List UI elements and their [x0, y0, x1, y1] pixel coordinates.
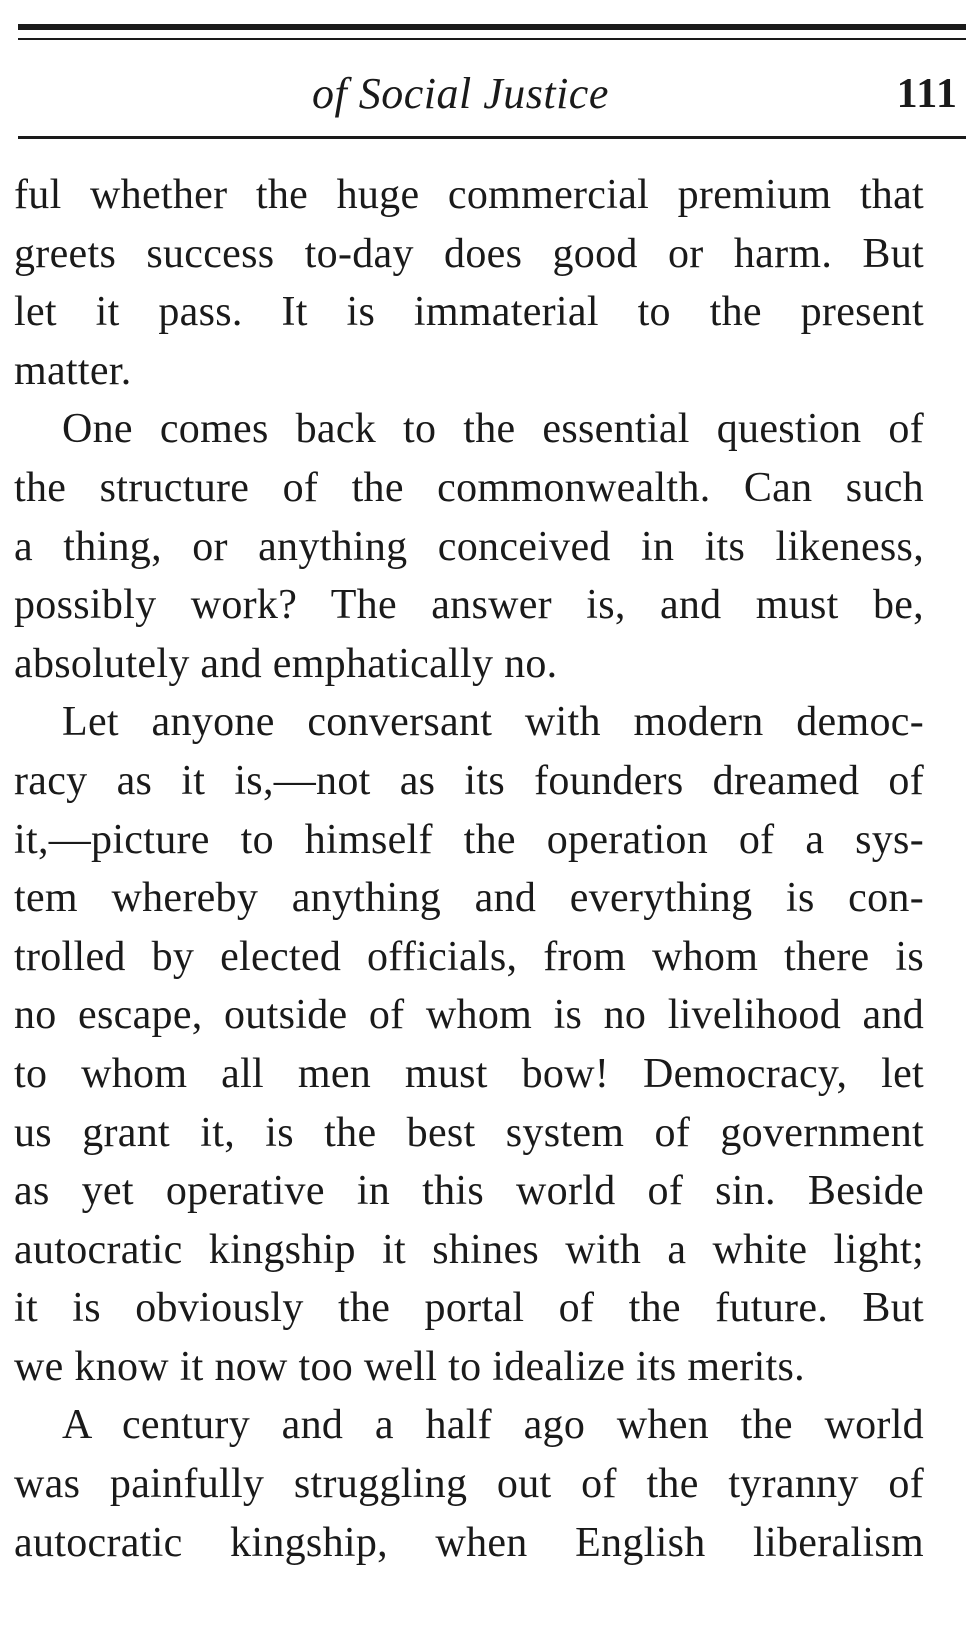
body-text: [14, 166, 924, 1572]
text-line: racy as it is,—not as its founders dreamed of: [14, 757, 924, 804]
text-line: matter.: [14, 347, 132, 394]
text-line: let it pass. It is immaterial to the present: [14, 289, 924, 336]
text-line: ful whether the huge commercial premium that: [14, 172, 924, 218]
text-line: tem whereby anything and everything is con-: [14, 875, 924, 922]
text-line: Let anyone conversant with modern democ-: [62, 699, 924, 746]
text-line: greets success to-day does good or harm. But: [14, 230, 924, 277]
text-line: A century and a half ago when the world: [62, 1402, 924, 1449]
running-title: of Social Justice: [312, 69, 609, 118]
text-line: possibly work? The answer is, and must be,: [14, 582, 924, 629]
text-line: the structure of the commonwealth. Can such: [14, 464, 924, 511]
text-line: absolutely and emphatically no.: [14, 640, 558, 687]
text-line: One comes back to the essential question of: [62, 406, 924, 453]
text-line: as yet operative in this world of sin. Beside: [14, 1168, 924, 1215]
text-line: was painfully struggling out of the tyranny of: [14, 1461, 924, 1508]
text-line: to whom all men must bow! Democracy, let: [14, 1050, 924, 1097]
header-rule: [18, 136, 966, 139]
text-line: we know it now too well to idealize its merits.: [14, 1343, 805, 1390]
text-line: a thing, or anything conceived in its likeness,: [14, 523, 924, 570]
page-number: 111: [896, 71, 958, 117]
text-line: autocratic kingship it shines with a white light;: [14, 1226, 924, 1273]
running-head: [18, 66, 966, 126]
text-line: autocratic kingship, when English liberalism: [14, 1519, 924, 1566]
text-line: it,—picture to himself the operation of a sys-: [14, 816, 924, 863]
text-line: us grant it, is the best system of government: [14, 1109, 924, 1156]
top-thick-rule: [18, 24, 966, 30]
top-thin-rule: [18, 38, 966, 40]
text-line: no escape, outside of whom is no livelihood and: [14, 992, 924, 1039]
text-line: trolled by elected officials, from whom there is: [14, 933, 924, 980]
text-line: it is obviously the portal of the future. But: [14, 1285, 924, 1332]
